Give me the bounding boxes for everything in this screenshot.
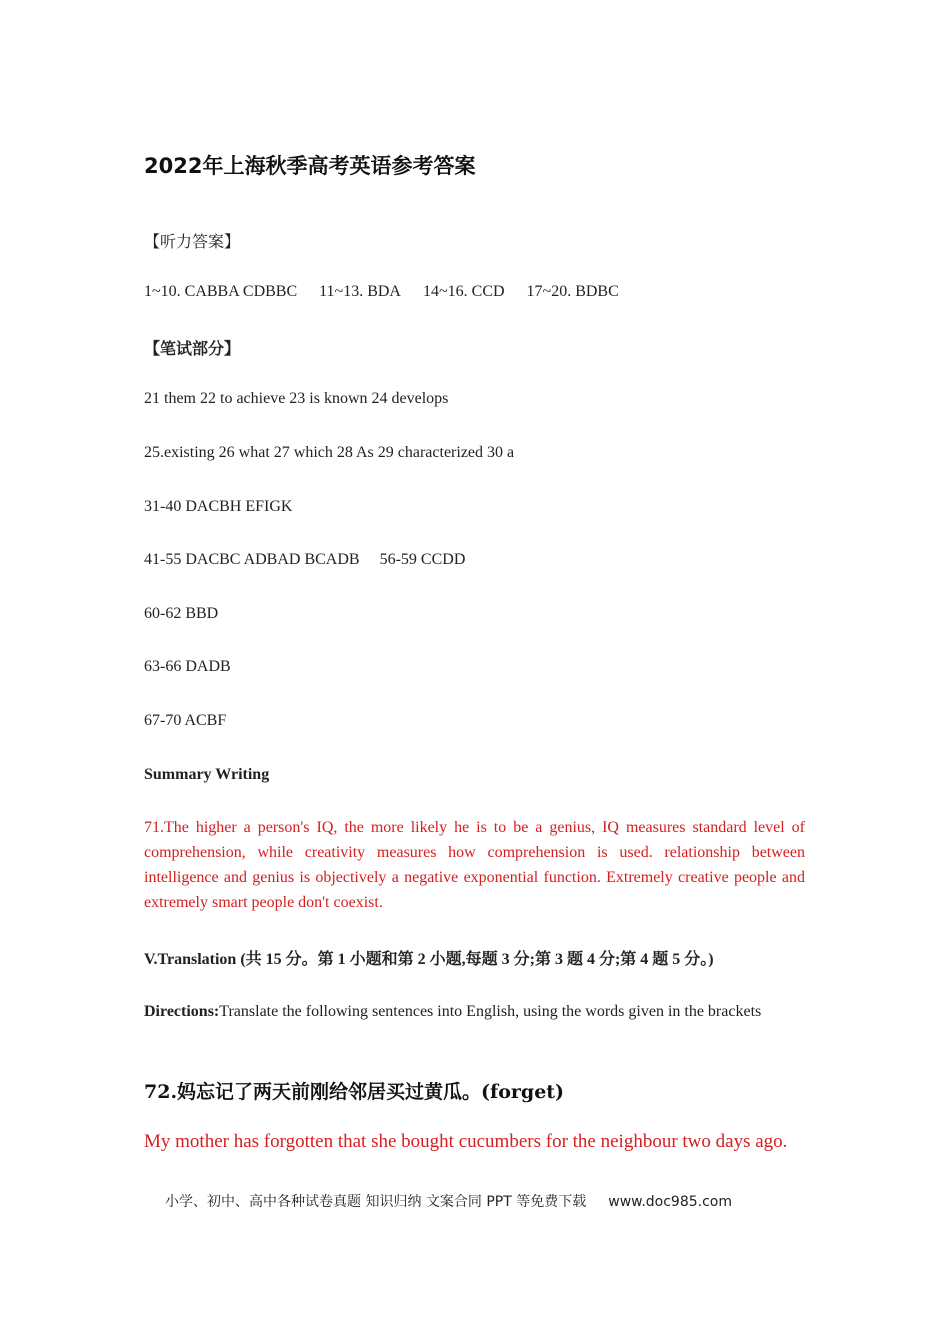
answers-31-40: 31-40 DACBH EFIGK: [144, 498, 293, 515]
answers-41-59: [144, 551, 465, 569]
answers-63-66: 63-66 DADB: [144, 658, 231, 675]
written-label: 【笔试部分】: [144, 339, 241, 358]
answers-67-70: 67-70 ACBF: [144, 712, 227, 729]
listening-group-1: 1~10. CABBA CDBBC: [144, 283, 298, 300]
directions-text: Translate the following sentences into English, using the words given in the brackets: [219, 1003, 762, 1020]
answers-56-59: 56-59 CCDD: [379, 551, 466, 568]
listening-group-4: 17~20. BDBC: [526, 283, 619, 300]
answers-60-62: 60-62 BBD: [144, 605, 219, 622]
page-title: 2022年上海秋季高考英语参考答案: [144, 154, 476, 178]
translation-heading: V.Translation (共 15 分。第 1 小题和第 2 小题,每题 3 分;第 3 题 4 分;第 4 题 5 分。): [144, 951, 714, 968]
listening-label: 【听力答案】: [144, 232, 241, 251]
summary-heading: Summary Writing: [144, 766, 270, 783]
directions-label: Directions:: [144, 1003, 220, 1020]
question-72: 72.妈忘记了两天前刚给邻居买过黄瓜。(forget): [144, 1081, 565, 1103]
answers-25-30: 25.existing 26 what 27 which 28 As 29 characterized 30 a: [144, 444, 515, 461]
answers-41-55: 41-55 DACBC ADBAD BCADB: [144, 551, 360, 568]
footer-text: 小学、初中、高中各种试卷真题 知识归纳 文案合同 PPT 等免费下载: [165, 1194, 587, 1210]
listening-answers: [144, 283, 619, 301]
answers-21-24: 21 them 22 to achieve 23 is known 24 develops: [144, 390, 449, 407]
answer-72: My mother has forgotten that she bought cucumbers for the neighbour two days ago.: [144, 1131, 788, 1152]
footer-url[interactable]: www.doc985.com: [608, 1194, 732, 1210]
translation-directions: [144, 999, 805, 1024]
listening-group-2: 11~13. BDA: [319, 283, 401, 300]
page-footer: [165, 1191, 732, 1211]
summary-answer-71: 71.The higher a person's IQ, the more likely he is to be a genius, IQ measures standard level of comprehension, while creativity measures how comprehension is used. relationship between intelligence and genius is objectively a negative exponential function. Extremely creative people and extremely smart people don't coexist.: [144, 819, 805, 911]
listening-group-3: 14~16. CCD: [422, 283, 505, 300]
